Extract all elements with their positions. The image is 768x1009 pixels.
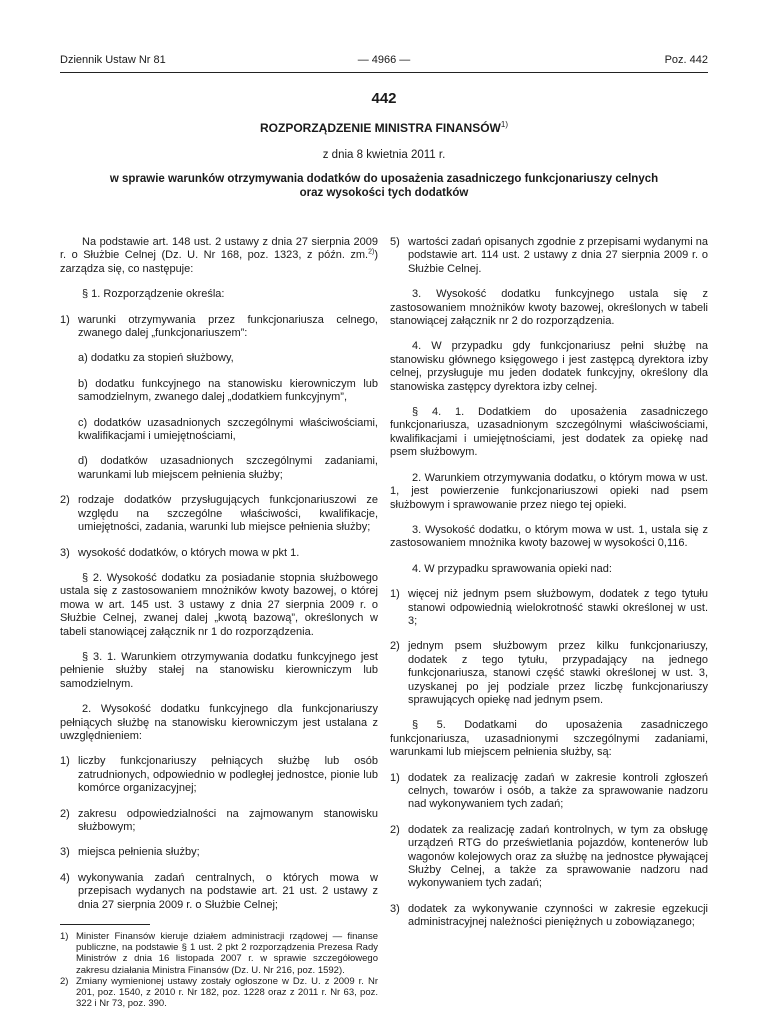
item-text: wysokość dodatków, o których mowa w pkt 1.	[78, 546, 300, 559]
item-number: 4)	[60, 871, 70, 884]
footnote	[60, 976, 378, 1009]
item-text: wykonywania zadań centralnych, o których mowa w przepisach wydanych na podstawie art. 21 ust. 2 ustawy z dnia 27 sierpnia 2009 r. o Służbie Celnej;	[78, 871, 378, 911]
title-footnote-ref: 1)	[500, 120, 508, 129]
list-item	[390, 903, 708, 930]
position-number: Poz. 442	[664, 54, 708, 66]
item-number: 1)	[390, 588, 400, 601]
list-item	[60, 314, 378, 341]
intro-footnote-ref: 2)	[368, 248, 375, 256]
list-item	[390, 588, 708, 628]
document-title	[0, 120, 768, 135]
document-date: z dnia 8 kwietnia 2011 r.	[322, 149, 446, 161]
footnote	[60, 931, 378, 976]
list-item	[60, 494, 378, 534]
list-item	[60, 455, 378, 482]
paragraph-s3-1: § 3. 1. Warunkiem otrzymywania dodatku funkcyjnego jest pełnienie służby stałej na stanowisku kierowniczym lub samodzielnym.	[60, 650, 378, 690]
item-text: wartości zadań opisanych zgodnie z przepisami wydanymi na podstawie art. 114 ust. 2 ustawy z dnia 27 sierpnia 2009 r. o Służbie Celnej.	[408, 236, 708, 275]
paragraph-s4-4: 4. W przypadku sprawowania opieki nad:	[412, 562, 612, 575]
footnote-number: 2)	[60, 975, 69, 987]
paragraph-s3-4: 4. W przypadku gdy funkcjonariusz pełni służbę na stanowisku głównego księgowego i jest zastępcą dyrektora izby celnej, przysługuje mu jeden dodatek funkcyjny, określony dla stanowiska zastępcy dyrektora izby celnej.	[390, 340, 708, 393]
list-item	[390, 824, 708, 891]
item-number: 3)	[390, 902, 400, 915]
header-rule	[60, 72, 708, 73]
item-text: warunki otrzymywania przez funkcjonariusza celnego, zwanego dalej „funkcjonariuszem”:	[78, 313, 378, 340]
paragraph-s5: § 5. Dodatkami do uposażenia zasadniczego funkcjonariusza, uzasadnionymi szczególnymi zadaniami, warunkami lub miejscem pełnienia służby, są:	[390, 719, 708, 759]
item-text: więcej niż jednym psem służbowym, dodatek z tego tytułu stanowi odpowiednią wielokrotność stawki określonej w ust. 3;	[408, 588, 708, 627]
intro-text-b: ) zarządza się, co następuje:	[60, 249, 378, 275]
list-item	[60, 378, 378, 405]
intro-text-a: Na podstawie art. 148 ust. 2 ustawy z dnia 27 sierpnia 2009 r. o Służbie Celnej (Dz. U. Nr 168, poz. 1323, z późn. zm.	[60, 236, 378, 262]
list-item	[60, 808, 378, 835]
list-item	[60, 417, 378, 444]
item-number: 2)	[390, 640, 400, 653]
paragraph-s4-2: 2. Warunkiem otrzymywania dodatku, o którym mowa w ust. 1, jest powierzenie funkcjonariuszowi opieki nad psem służbowym i sprawowanie przez niego tej opieki.	[390, 471, 708, 511]
list-item	[60, 846, 378, 859]
list-item	[390, 236, 708, 276]
paragraph-s1: § 1. Rozporządzenie określa:	[82, 288, 225, 301]
item-number: 3)	[60, 846, 70, 859]
document-subject: w sprawie warunków otrzymywania dodatków do uposażenia zasadniczego funkcjonariuszy celnych oraz wysokości tych dodatków	[109, 173, 659, 199]
list-item	[60, 352, 378, 365]
item-number: 5)	[390, 236, 400, 248]
list-item	[60, 755, 378, 795]
page-number: — 4966 —	[357, 54, 411, 66]
item-number: 1)	[60, 755, 70, 768]
item-text: a) dodatku za stopień służbowy,	[78, 352, 234, 365]
item-number: 2)	[60, 494, 70, 507]
item-number: 3)	[60, 546, 70, 559]
paragraph-s4-1: § 4. 1. Dodatkiem do uposażenia zasadniczego funkcjonariusza, uzasadnionym szczególnymi właściwościami, kwalifikacjami i umiejętnościami, jest dodatek za opiekę nad psem służbowym.	[390, 406, 708, 459]
item-text: b) dodatku funkcyjnego na stanowisku kierowniczym lub samodzielnym, zwanego dalej „dodatkiem funkcyjnym”,	[78, 377, 378, 404]
item-text: jednym psem służbowym przez kilku funkcjonariuszy, dodatek z tego tytułu, przypadający na jednego funkcjonariusza, stanowi część stawki określonej w ust. 3, uzyskanej po jej podziale przez liczbę funkcjonariuszy sprawujących opiekę nad jednym psem.	[408, 640, 708, 706]
item-text: liczby funkcjonariuszy pełniących służbę lub osób zatrudnionych, odpowiednio w podległej jednostce, pionie lub komórce organizacyjnej;	[78, 755, 378, 795]
paragraph-s4-3: 3. Wysokość dodatku, o którym mowa w ust. 1, ustala się z zastosowaniem mnożnika kwoty bazowej w wysokości 0,116.	[390, 523, 708, 550]
item-number: 1)	[390, 771, 400, 784]
list-item	[60, 547, 378, 560]
paragraph-s3-3: 3. Wysokość dodatku funkcyjnego ustala się z zastosowaniem mnożników kwoty bazowej, określonych w tabeli stanowiącej załącznik nr 2 do rozporządzenia.	[390, 288, 708, 328]
item-text: dodatek za realizację zadań w zakresie kontroli zgłoszeń celnych, towarów i osób, a także za sprawowanie nadzoru nad wykonywaniem tych zadań;	[408, 771, 708, 811]
item-text: d) dodatków uzasadnionych szczególnymi zadaniami, warunkami lub miejscem pełnienia służby;	[78, 455, 378, 481]
footnote-text: Minister Finansów kieruje działem administracji rządowej — finanse publiczne, na podstawie § 1 ust. 2 pkt 2 rozporządzenia Prezesa Rady Ministrów z dnia 16 listopada 2007 r. w sprawie szczegółowego zakresu działania Ministra Finansów (Dz. U. Nr 216, poz. 1592).	[76, 931, 378, 976]
item-number: 2)	[60, 807, 70, 820]
title-text: ROZPORZĄDZENIE MINISTRA FINANSÓW	[259, 121, 501, 135]
footnote-text: Zmiany wymienionej ustawy zostały ogłoszone w Dz. U. z 2009 r. Nr 201, poz. 1540, z 2010 r. Nr 182, poz. 1228 oraz z 2011 r. Nr 63, poz. 322 i Nr 73, poz. 390.	[76, 975, 378, 1009]
item-text: c) dodatków uzasadnionych szczególnymi właściwościami, kwalifikacjami i umiejętnościami,	[78, 416, 378, 443]
footnote-rule	[60, 924, 150, 925]
list-item	[60, 872, 378, 912]
intro-paragraph	[60, 236, 378, 276]
item-text: zakresu odpowiedzialności na zajmowanym stanowisku służbowym;	[78, 807, 378, 833]
list-item	[390, 772, 708, 812]
document-number: 442	[371, 90, 397, 107]
item-number: 1)	[60, 313, 70, 326]
item-text: rodzaje dodatków przysługujących funkcjonariuszowi ze względu na szczególne właściwości, kwalifikacje, umiejętności, zadania, warunki lub miejsce pełnienia służby;	[78, 494, 378, 534]
right-column	[390, 236, 708, 930]
item-number: 2)	[390, 823, 400, 836]
journal-name: Dziennik Ustaw Nr 81	[60, 54, 166, 66]
paragraph-s3-2: 2. Wysokość dodatku funkcyjnego dla funkcjonariuszy pełniących służbę na stanowisku kierowniczym jest ustalana z uwzględnieniem:	[60, 703, 378, 742]
item-text: miejsca pełnienia służby;	[78, 846, 200, 859]
item-text: dodatek za realizację zadań kontrolnych, w tym za obsługę urządzeń RTG do prześwietlania pojazdów, kontenerów lub wagonów kolejowych oraz za służbę na jednostce pływającej Służby Celnej, a także za sprawowanie nadzoru nad wykonywaniem tych zadań;	[408, 823, 708, 890]
footnote-number: 1)	[60, 931, 69, 943]
paragraph-s2: § 2. Wysokość dodatku za posiadanie stopnia służbowego ustala się z zastosowaniem mnożników kwoty bazowej, o której mowa w art. 145 ust. 3 ustawy z dnia 27 sierpnia 2009 r. o Służbie Celnej, zwanej dalej „kwotą bazową”, określonych w tabeli stanowiącej załącznik nr 1 do rozporządzenia.	[60, 571, 378, 638]
list-item	[390, 640, 708, 707]
item-text: dodatek za wykonywanie czynności w zakresie egzekucji administracyjnej należności pieniężnych u zobowiązanego;	[408, 902, 708, 929]
left-column	[60, 236, 378, 1009]
